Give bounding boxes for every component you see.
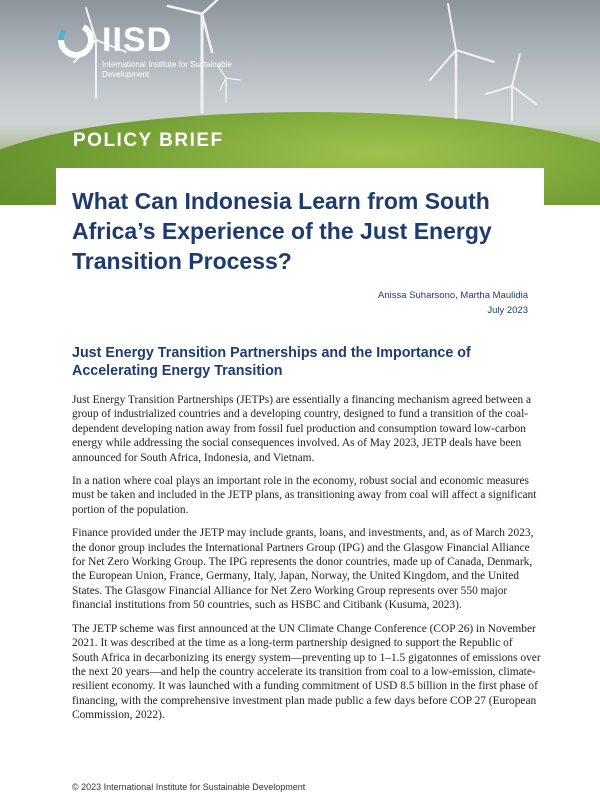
section-heading: Just Energy Transition Partnerships and the Importance of Accelerating Energy Transition bbox=[72, 345, 471, 379]
paragraph: In a nation where coal plays an important role in the economy, robust social and economic measures must be taken and included in the JETP plans, as transitioning away from coal will affect a significant portion of the population. bbox=[72, 475, 537, 516]
logo-org-name: International Institute for Sustainable Development bbox=[102, 60, 232, 79]
policy-brief-label: POLICY BRIEF bbox=[73, 130, 224, 151]
paragraph: Finance provided under the JETP may include grants, loans, and investments, and, as of March 2023, the donor group includes the International Partners Group (IPG) and the Glasgow Financial Alliance for Net Zero Working Group. The IPG represents the donor countries, made up of Canada, Denmark, the European Union, France, Germany, Italy, Japan, Norway, the United Kingdom, and the United States. The Glasgow Financial Alliance for Net Zero Working Group represents over 550 major financial institutions from 50 countries, such as HSBC and Citibank (Kusuma, 2023). bbox=[72, 527, 534, 612]
publication-date: July 2023 bbox=[487, 305, 528, 316]
copyright-footer: © 2023 International Institute for Sustainable Development bbox=[72, 782, 306, 792]
iisd-ring-logo-icon bbox=[56, 20, 96, 60]
paragraph: The JETP scheme was first announced at the UN Climate Change Conference (COP 26) in November 2021. It was described at the time as a long-term partnership designed to support the Republic of South Africa in decarbonizing its energy system—preventing up to 1–1.5 gigatonnes of emissions over the next 20 years—and help the country accelerate its transition from coal to a low-emission, climate-resilient economy. It was launched with a funding commitment of USD 8.5 billion in the first phase of financing, with the comprehensive investment plan made public a few days before COP 27 (European Commission, 2022). bbox=[72, 622, 541, 722]
byline bbox=[378, 288, 528, 318]
paragraph: Just Energy Transition Partnerships (JETPs) are essentially a financing mechanism agreed between a group of industrialized countries and a developing country, designed to fund a transition of the coal-dependent developing nation away from fossil fuel production and consumption toward low-carbon energy while addressing the social consequences involved. As of May 2023, JETP deals have been announced for South Africa, Indonesia, and Vietnam. bbox=[72, 394, 532, 464]
logo-wordmark: IISD bbox=[102, 21, 173, 59]
iisd-logo bbox=[56, 20, 236, 80]
document-title: What Can Indonesia Learn from South Africa’s Experience of the Just Energy Transition Process? bbox=[72, 188, 492, 274]
authors: Anissa Suharsono, Martha Maulidia bbox=[378, 290, 528, 301]
body-text bbox=[72, 393, 542, 732]
